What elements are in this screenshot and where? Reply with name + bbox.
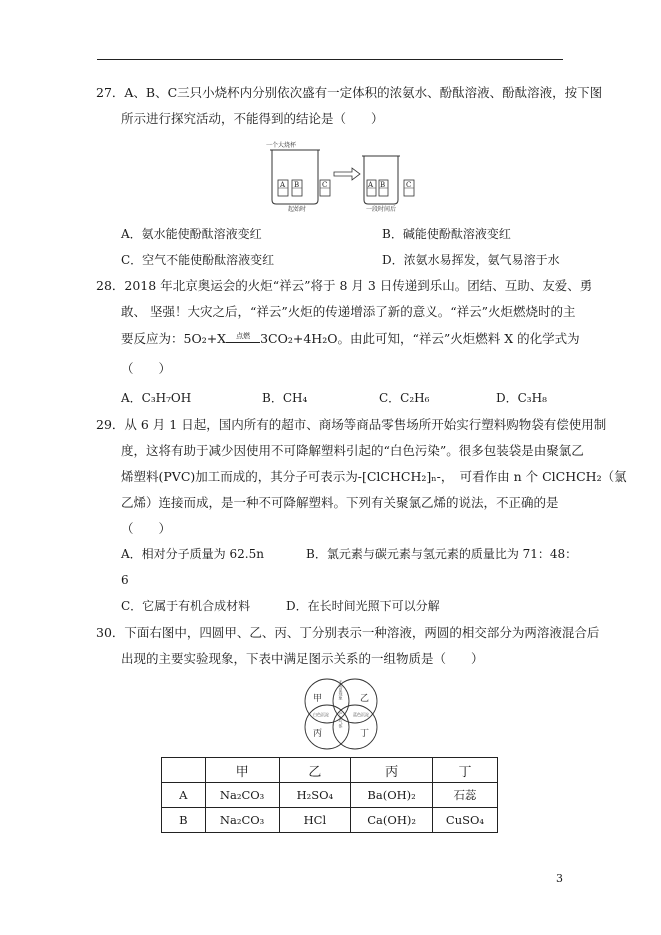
- venn-circle-jia: 甲: [313, 694, 323, 704]
- q29-option-d: D．在长时间光照下可以分解: [286, 599, 440, 613]
- q28-equation-right: 3CO₂+4H₂O。由此可知，“祥云”火炬燃料 X 的化学式为: [260, 331, 580, 346]
- q28-line4: （ ）: [121, 361, 172, 376]
- q27-beaker-c-right: [402, 178, 426, 202]
- q28-condition: 点燃: [236, 332, 251, 340]
- table-cell: 甲: [205, 758, 279, 783]
- q27-option-a: A．氨水能使酚酞溶液变红: [121, 227, 262, 241]
- q28-line3: [121, 331, 580, 347]
- table-row: [162, 783, 498, 808]
- q27-option-b: B．碱能使酚酞溶液变红: [382, 227, 511, 241]
- fig-label-b2: B: [380, 181, 386, 189]
- table-cell: CuSO₄: [432, 808, 497, 833]
- q28-line1: 28．2018 年北京奥运会的火炬“祥云”将于 8 月 3 日传递到乐山。团结、互助、友爱、勇: [96, 278, 593, 293]
- q29-line3: 烯塑料(PVC)加工而成的，其分子可表示为-[ClCHCH₂]ₙ-， 可看作由 n 个 ClCHCH₂（氯: [121, 469, 627, 484]
- fig-left-caption: 起始时: [288, 206, 307, 212]
- q27-line1: 27．A、B、C三只小烧杯内分别依次盛有一定体积的浓氨水、酚酞溶液、酚酞溶液，按下图: [96, 85, 603, 100]
- table-cell: 丙: [351, 758, 433, 783]
- venn-circle-yi: 乙: [360, 694, 370, 704]
- venn-bottom-label: 产生气体: [338, 712, 344, 728]
- venn-circle-bing: 丙: [313, 729, 323, 739]
- q28-option-a: A．C₃H₇OH: [121, 391, 192, 405]
- q28-line2: 敢、 坚强！大灾之后，“祥云”火炬的传递增添了新的意义。“祥云”火炬燃烧时的主: [121, 304, 576, 319]
- q28-equation-left: 要反应为：5O₂+X: [121, 331, 227, 346]
- q27-option-c: C．空气不能使酚酞溶液变红: [121, 253, 275, 267]
- q30-line2: 出现的主要实验现象，下表中满足图示关系的一组物质是（ ）: [121, 651, 484, 666]
- venn-top-label: 无明显现象: [338, 680, 344, 700]
- q28-option-d: D．C₃H₈: [496, 391, 547, 405]
- q27-experiment-figure: [262, 138, 402, 212]
- q29-line2: 度，这将有助于减少因使用不可降解塑料引起的“白色污染”。很多包装袋是由聚氯乙: [121, 443, 584, 458]
- q30-table: [161, 757, 498, 833]
- table-cell: 石蕊: [432, 783, 497, 808]
- table-header-row: [162, 758, 498, 783]
- page-number: 3: [556, 872, 563, 885]
- header-rule: [97, 59, 563, 60]
- fig-label-b: B: [294, 181, 300, 189]
- q28-option-b: B．CH₄: [262, 391, 308, 405]
- table-cell: B: [162, 808, 206, 833]
- fig-label-c2: C: [406, 181, 412, 189]
- q30-line1: 30．下面右图中，四圆甲、乙、丙、丁分别表示一种溶液，两圆的相交部分为两溶液混合后: [96, 625, 600, 640]
- q30-venn-diagram: [291, 676, 391, 752]
- fig-label-a2: A: [368, 181, 374, 189]
- q29-line1: 29．从 6 月 1 日起，国内所有的超市、商场等商品零售场所开始实行塑料购物袋有偿使用制: [96, 417, 607, 432]
- q27-line2: 所示进行探究活动，不能得到的结论是（ ）: [121, 111, 384, 126]
- table-cell: 乙: [279, 758, 351, 783]
- venn-right-label: 蓝色沉淀: [353, 712, 369, 717]
- fig-label-c: C: [322, 181, 328, 189]
- q29-option-a: A．相对分子质量为 62.5n: [121, 547, 264, 561]
- table-cell: 丁: [432, 758, 497, 783]
- table-cell: [162, 758, 206, 783]
- q29-option-b-cont: 6: [121, 573, 129, 587]
- table-row: [162, 808, 498, 833]
- q29-line5: （ ）: [121, 521, 172, 536]
- fig-top-label: 一个大烧杯: [266, 142, 297, 149]
- table-cell: HCl: [279, 808, 351, 833]
- fig-right-caption: 一段时间后: [366, 206, 397, 212]
- venn-left-label: 白色沉淀: [313, 712, 329, 717]
- table-cell: Na₂CO₃: [205, 783, 279, 808]
- q29-option-b: B．氯元素与碳元素与氢元素的质量比为 71：48：: [306, 547, 578, 561]
- q28-option-c: C．C₂H₆: [379, 391, 430, 405]
- table-cell: Ca(OH)₂: [351, 808, 433, 833]
- table-cell: Na₂CO₃: [205, 808, 279, 833]
- table-cell: H₂SO₄: [279, 783, 351, 808]
- table-cell: Ba(OH)₂: [351, 783, 433, 808]
- fig-label-a: A: [280, 181, 286, 189]
- table-cell: A: [162, 783, 206, 808]
- q27-option-d: D．浓氨水易挥发，氨气易溶于水: [382, 253, 560, 267]
- q29-line4: 乙烯）连接而成，是一种不可降解塑料。下列有关聚氯乙烯的说法，不正确的是: [121, 495, 559, 510]
- q29-option-c: C．它属于有机合成材料: [121, 599, 251, 613]
- venn-circle-ding: 丁: [360, 729, 370, 739]
- q28-arrow: [226, 332, 260, 343]
